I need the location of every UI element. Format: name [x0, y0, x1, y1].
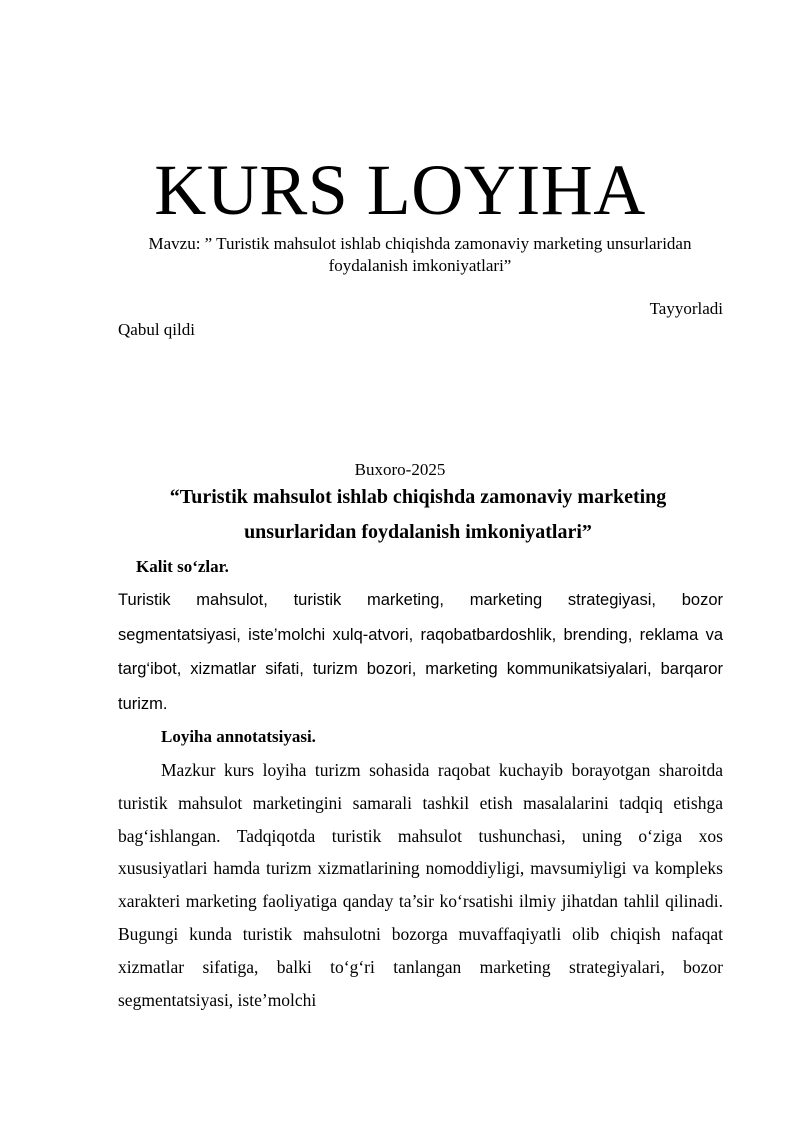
document-heading: “Turistik mahsulot ishlab chiqishda zamonaviy marketing unsurlaridan foydalanish imkoniyatlari”	[169, 486, 667, 543]
keywords-paragraph: Turistik mahsulot, turistik marketing, marketing strategiyasi, bozor segmentatsiyasi, iste’molchi xulq-atvori, raqobatbardoshlik, brending, reklama va targ‘ibot, xizmatlar sifati, turizm bozori, marketing kommunikatsiyalari, barqaror turizm.	[118, 591, 723, 713]
accepted-by-label: Qabul qildi	[118, 320, 195, 339]
annotation-heading: Loyiha annotatsiyasi.	[161, 727, 316, 746]
keywords-heading: Kalit so‘zlar.	[136, 557, 229, 576]
city-year: Buxoro-2025	[354, 460, 446, 479]
annotation-paragraph: Mazkur kurs loyiha turizm sohasida raqobat kuchayib borayotgan sharoitda turistik mahsulot marketingini samarali tashkil etish masalalarini tadqiq etishga bag‘ishlangan. Tadqiqotda turistik mahsulot tushunchasi, uning o‘ziga xos xususiyatlari hamda turizm xizmatlarining nomoddiyligi, mavsumiyligi va kompleks xarakteri marketing faoliyatiga qanday ta’sir ko‘rsatishi ilmiy jihatdan tahlil qilinadi. Bugungi kunda turistik mahsulotni bozorga muvaffaqiyatli olib chiqish nafaqat xizmatlar sifatiga, balki to‘g‘ri tanlangan marketing strategiyalari, bozor segmentatsiyasi, iste’molchi	[118, 760, 723, 1010]
topic-line: Mavzu: ” Turistik mahsulot ishlab chiqishda zamonaviy marketing unsurlaridan foydalanish imkoniyatlari”	[148, 234, 692, 275]
page-title: KURS LOYIHA	[154, 150, 646, 230]
prepared-by-label: Tayyorladi	[649, 299, 723, 318]
